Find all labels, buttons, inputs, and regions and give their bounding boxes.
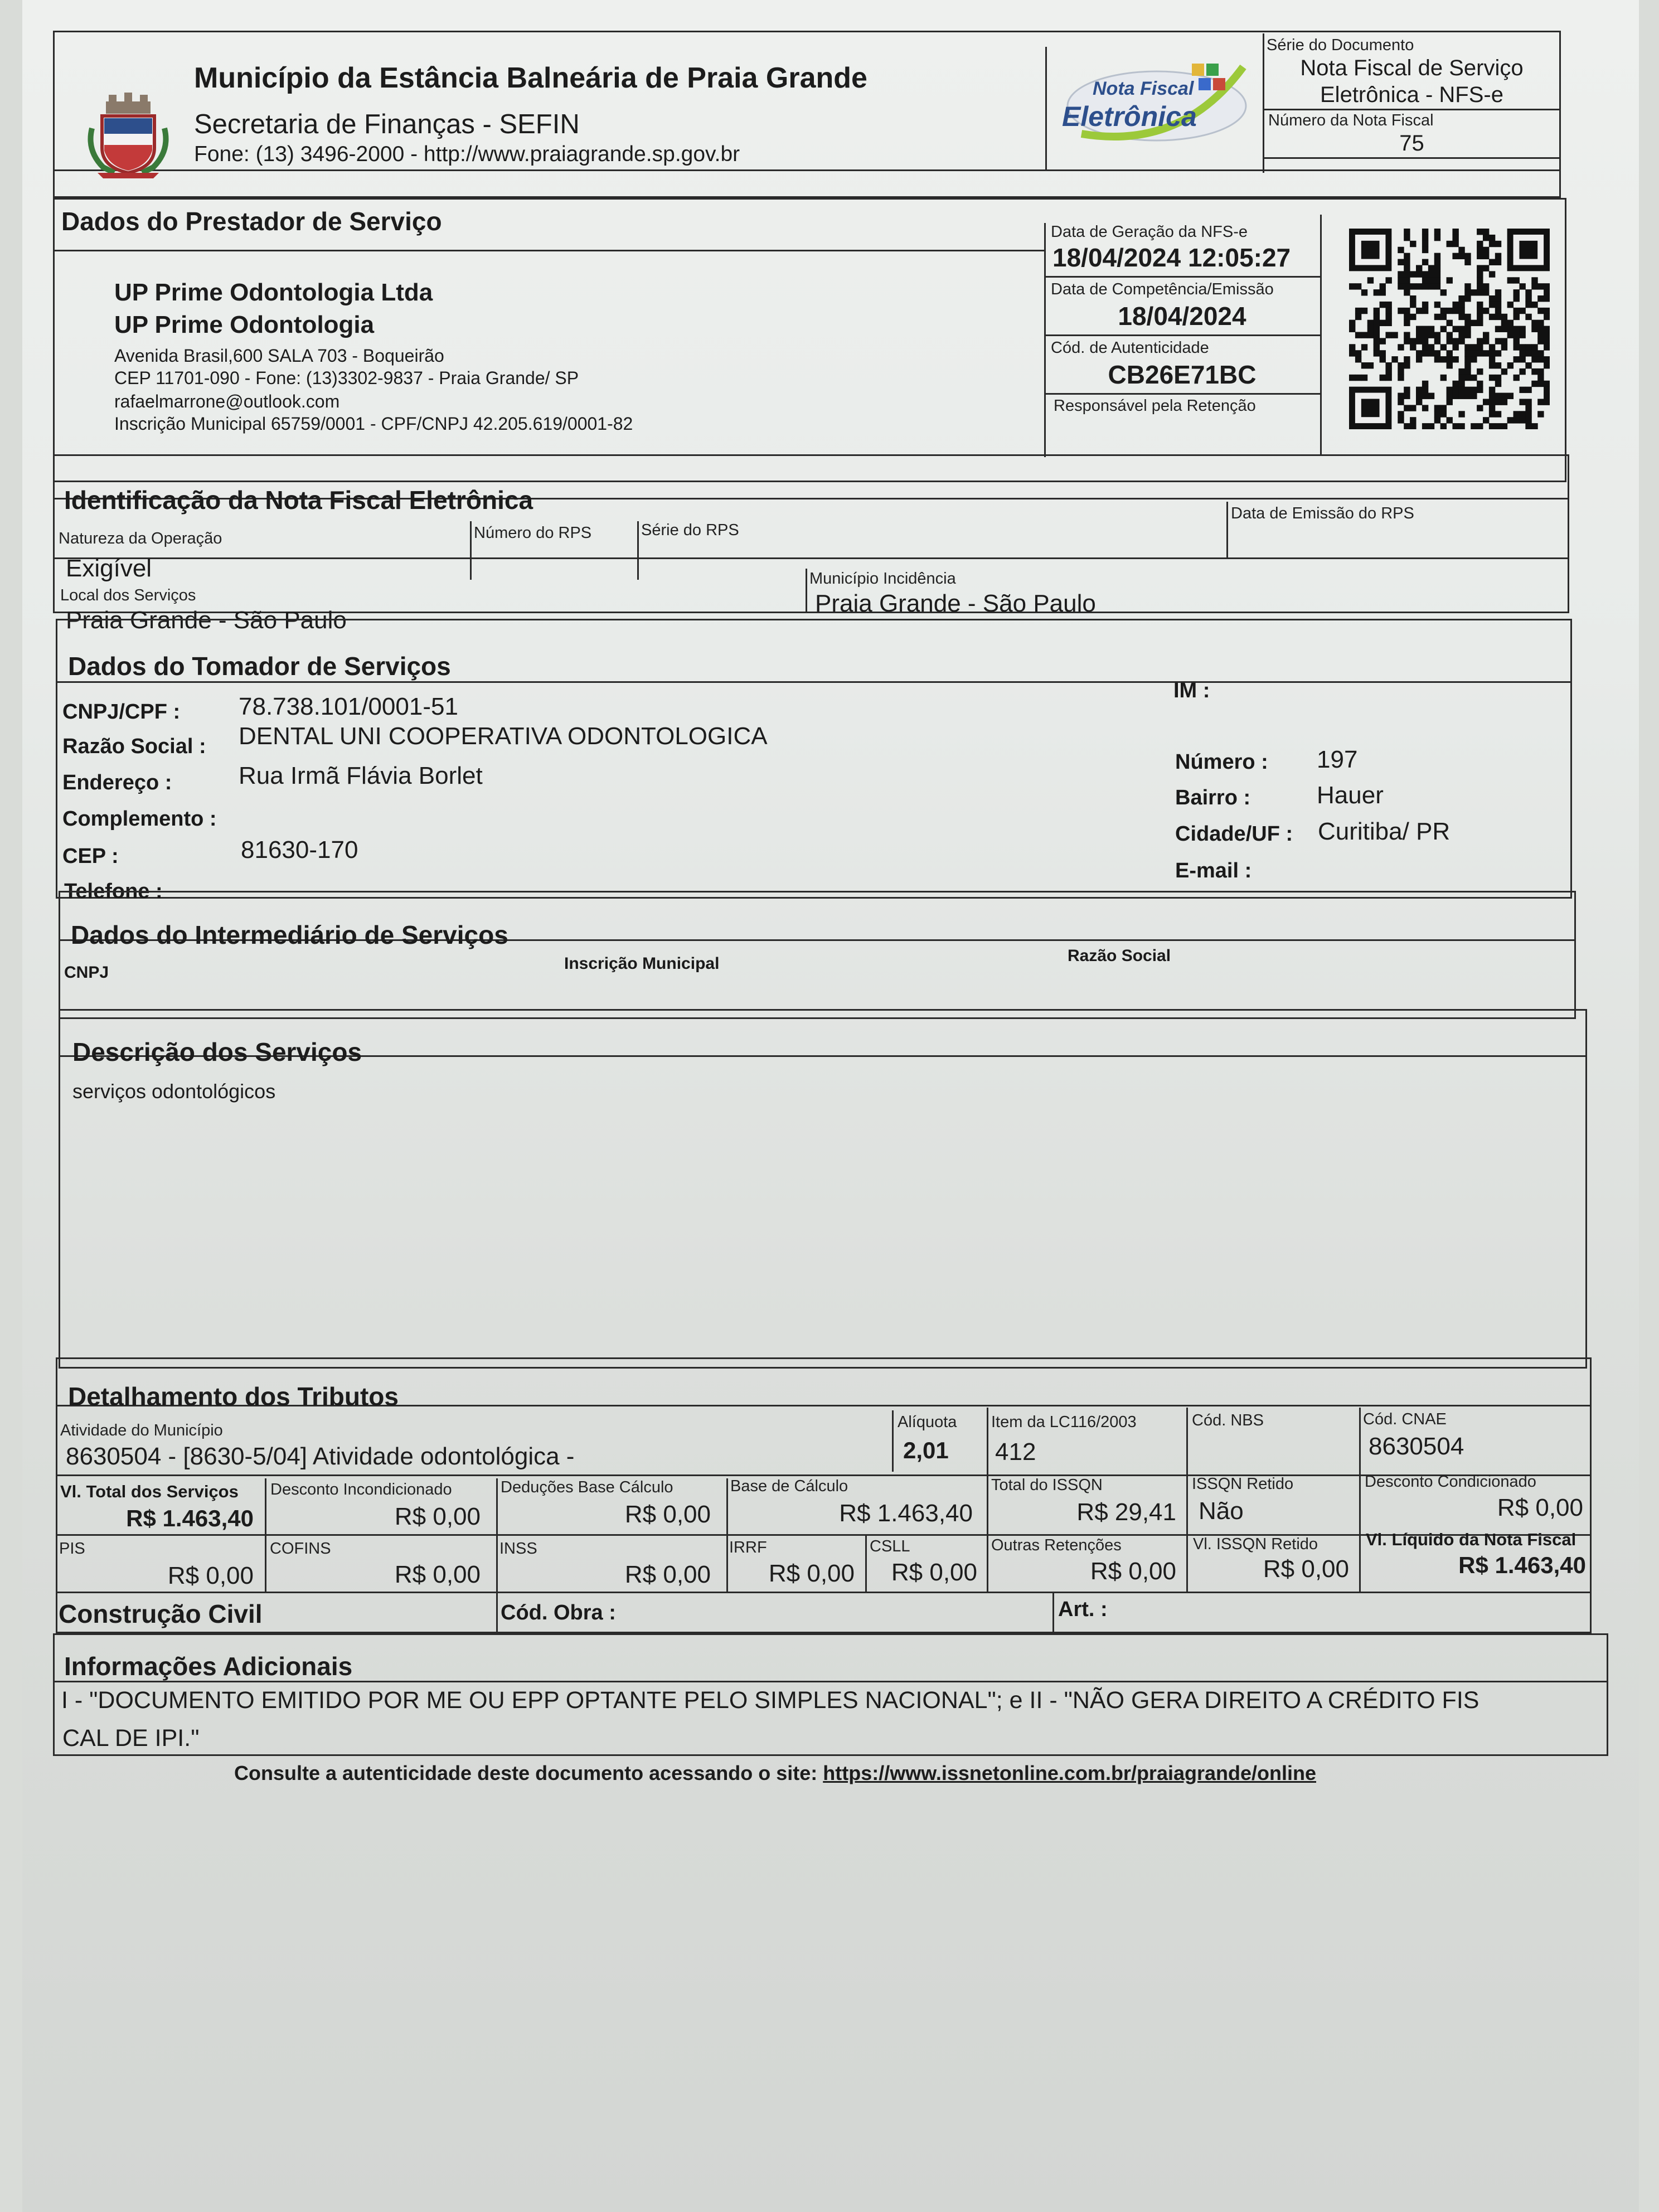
adicionais-line1: I - "DOCUMENTO EMITIDO POR ME OU EPP OPTANTE PELO SIMPLES NACIONAL"; e II - "NÃO GERA DIREITO A CRÉDITO FIS xyxy=(61,1687,1479,1714)
footer-consulta xyxy=(234,1762,1316,1785)
atividade-value: 8630504 - [8630-5/04] Atividade odontológica - xyxy=(66,1443,575,1470)
issqn-retido-value: Não xyxy=(1199,1497,1244,1525)
pis-value: R$ 0,00 xyxy=(167,1562,254,1589)
tomador-im-label: IM : xyxy=(1173,679,1210,702)
desconto-incondicionado-label: Desconto Incondicionado xyxy=(270,1481,452,1498)
competencia-label: Data de Competência/Emissão xyxy=(1051,280,1274,298)
intermediario-inscricao-label: Inscrição Municipal xyxy=(564,954,720,973)
tomador-cidade-label: Cidade/UF : xyxy=(1175,822,1293,846)
municipio-incidencia-value: Praia Grande - São Paulo xyxy=(815,590,1096,617)
footer-text: Consulte a autenticidade deste documento acessando o site: xyxy=(234,1762,823,1784)
prestador-fantasia: UP Prime Odontologia xyxy=(114,311,375,338)
inss-label: INSS xyxy=(499,1540,537,1558)
natureza-value: Exigível xyxy=(66,555,152,582)
valor-liquido-label: Vl. Líquido da Nota Fiscal xyxy=(1366,1530,1576,1549)
tomador-numero-label: Número : xyxy=(1175,750,1268,774)
art-label: Art. : xyxy=(1058,1598,1108,1621)
logo-text-eletronica: Eletrônica xyxy=(1062,101,1197,132)
deducoes-value: R$ 0,00 xyxy=(624,1501,711,1528)
municipal-coat-of-arms-icon xyxy=(81,89,176,181)
local-servicos-label: Local dos Serviços xyxy=(60,586,196,604)
adicionais-line2: CAL DE IPI." xyxy=(62,1725,200,1752)
outras-retencoes-value: R$ 0,00 xyxy=(1090,1558,1176,1585)
nota-fiscal-eletronica-logo xyxy=(1059,56,1254,151)
retencao-label: Responsável pela Retenção xyxy=(1054,397,1256,415)
tributos-section-title: Detalhamento dos Tributos xyxy=(68,1382,399,1411)
desconto-incondicionado-value: R$ 0,00 xyxy=(394,1503,481,1530)
competencia-value: 18/04/2024 xyxy=(1118,302,1246,331)
tomador-cnpj-value: 78.738.101/0001-51 xyxy=(239,693,458,720)
prestador-box xyxy=(53,198,1566,482)
item-lc-label: Item da LC116/2003 xyxy=(991,1413,1137,1431)
cnae-label: Cód. CNAE xyxy=(1363,1410,1447,1428)
irrf-label: IRRF xyxy=(729,1539,767,1556)
desconto-condicionado-value: R$ 0,00 xyxy=(1497,1494,1583,1521)
prestador-cep-fone: CEP 11701-090 - Fone: (13)3302-9837 - Praia Grande/ SP xyxy=(114,368,579,388)
total-issqn-value: R$ 29,41 xyxy=(1076,1498,1176,1526)
numero-nota-label: Número da Nota Fiscal xyxy=(1268,111,1434,129)
prestador-endereco: Avenida Brasil,600 SALA 703 - Boqueirão xyxy=(114,346,444,366)
tomador-endereco-label: Endereço : xyxy=(62,771,172,794)
tomador-section-title: Dados do Tomador de Serviços xyxy=(68,652,451,681)
descricao-text: serviços odontológicos xyxy=(72,1080,276,1103)
construcao-civil-label: Construção Civil xyxy=(59,1599,263,1628)
inss-value: R$ 0,00 xyxy=(624,1561,711,1588)
tomador-numero-value: 197 xyxy=(1317,746,1358,773)
total-servicos-label: Vl. Total dos Serviços xyxy=(60,1482,239,1501)
municipio-incidencia-label: Município Incidência xyxy=(809,570,956,588)
identificacao-box xyxy=(53,454,1569,613)
secretaria-subtitle: Secretaria de Finanças - SEFIN xyxy=(194,109,580,139)
autenticidade-value: CB26E71BC xyxy=(1108,360,1257,389)
tomador-email-label: E-mail : xyxy=(1175,859,1252,882)
autenticidade-label: Cód. de Autenticidade xyxy=(1051,339,1209,357)
serie-label: Série do Documento xyxy=(1267,36,1414,54)
municipality-contact: Fone: (13) 3496-2000 - http://www.praiagrande.sp.gov.br xyxy=(194,142,740,166)
tomador-complemento-label: Complemento : xyxy=(62,807,217,831)
outras-retencoes-label: Outras Retenções xyxy=(991,1536,1122,1554)
irrf-value: R$ 0,00 xyxy=(768,1560,855,1587)
cofins-value: R$ 0,00 xyxy=(394,1561,481,1588)
logo-text-nota-fiscal: Nota Fiscal xyxy=(1093,78,1194,99)
valor-liquido-value: R$ 1.463,40 xyxy=(1458,1552,1586,1578)
cnae-value: 8630504 xyxy=(1369,1433,1464,1460)
pis-label: PIS xyxy=(59,1540,85,1558)
identificacao-section-title: Identificação da Nota Fiscal Eletrônica xyxy=(64,486,533,515)
item-lc-value: 412 xyxy=(995,1438,1036,1466)
municipality-title: Município da Estância Balneária de Praia Grande xyxy=(194,62,867,94)
serie-value-line1: Nota Fiscal de Serviço xyxy=(1300,56,1524,80)
tomador-bairro-value: Hauer xyxy=(1317,782,1384,809)
total-servicos-value: R$ 1.463,40 xyxy=(126,1505,254,1531)
numero-rps-label: Número do RPS xyxy=(474,524,592,542)
total-issqn-label: Total do ISSQN xyxy=(991,1476,1103,1494)
desconto-condicionado-label: Desconto Condicionado xyxy=(1365,1473,1536,1491)
base-calculo-label: Base de Cálculo xyxy=(730,1477,848,1495)
tomador-razao-label: Razão Social : xyxy=(62,735,206,758)
descricao-section-title: Descrição dos Serviços xyxy=(72,1037,362,1066)
vl-issqn-retido-value: R$ 0,00 xyxy=(1263,1555,1349,1583)
tomador-bairro-label: Bairro : xyxy=(1175,786,1251,809)
tomador-endereco-value: Rua Irmã Flávia Borlet xyxy=(239,762,483,789)
prestador-section-title: Dados do Prestador de Serviço xyxy=(61,207,442,236)
qr-code-icon[interactable] xyxy=(1349,229,1550,429)
base-calculo-value: R$ 1.463,40 xyxy=(839,1500,973,1527)
tomador-cidade-value: Curitiba/ PR xyxy=(1318,818,1451,845)
tomador-cep-value: 81630-170 xyxy=(241,836,358,864)
nbs-label: Cód. NBS xyxy=(1192,1411,1264,1429)
geracao-label: Data de Geração da NFS-e xyxy=(1051,223,1248,241)
csll-value: R$ 0,00 xyxy=(891,1559,977,1586)
prestador-razao: UP Prime Odontologia Ltda xyxy=(114,279,433,306)
natureza-label: Natureza da Operação xyxy=(59,530,222,547)
tomador-telefone-label: Telefone : xyxy=(64,880,163,903)
intermediario-razao-label: Razão Social xyxy=(1068,947,1171,965)
cofins-label: COFINS xyxy=(270,1540,331,1558)
serie-value-line2: Eletrônica - NFS-e xyxy=(1320,83,1503,107)
intermediario-box xyxy=(59,891,1576,1019)
numero-nota-value: 75 xyxy=(1399,131,1424,156)
aliquota-value: 2,01 xyxy=(903,1437,949,1463)
csll-label: CSLL xyxy=(870,1537,910,1555)
tomador-cnpj-label: CNPJ/CPF : xyxy=(62,700,181,724)
geracao-value: 18/04/2024 12:05:27 xyxy=(1052,243,1291,272)
tomador-cep-label: CEP : xyxy=(62,845,119,868)
cod-obra-label: Cód. Obra : xyxy=(501,1601,616,1624)
aliquota-label: Alíquota xyxy=(898,1413,957,1431)
authenticity-link[interactable]: https://www.issnetonline.com.br/praiagrande/online xyxy=(823,1762,1317,1784)
serie-rps-label: Série do RPS xyxy=(641,521,739,539)
vl-issqn-retido-label: Vl. ISSQN Retido xyxy=(1193,1535,1318,1553)
prestador-inscricao: Inscrição Municipal 65759/0001 - CPF/CNPJ 42.205.619/0001-82 xyxy=(114,414,633,434)
adicionais-section-title: Informações Adicionais xyxy=(64,1652,353,1681)
atividade-label: Atividade do Município xyxy=(60,1422,223,1439)
local-servicos-value: Praia Grande - São Paulo xyxy=(66,607,347,634)
intermediario-cnpj-label: CNPJ xyxy=(64,963,109,982)
tomador-razao-value: DENTAL UNI COOPERATIVA ODONTOLOGICA xyxy=(239,722,768,750)
data-rps-label: Data de Emissão do RPS xyxy=(1231,505,1414,522)
prestador-email: rafaelmarrone@outlook.com xyxy=(114,391,340,411)
deducoes-label: Deduções Base Cálculo xyxy=(501,1478,673,1496)
issqn-retido-label: ISSQN Retido xyxy=(1192,1475,1294,1493)
intermediario-section-title: Dados do Intermediário de Serviços xyxy=(71,920,508,949)
